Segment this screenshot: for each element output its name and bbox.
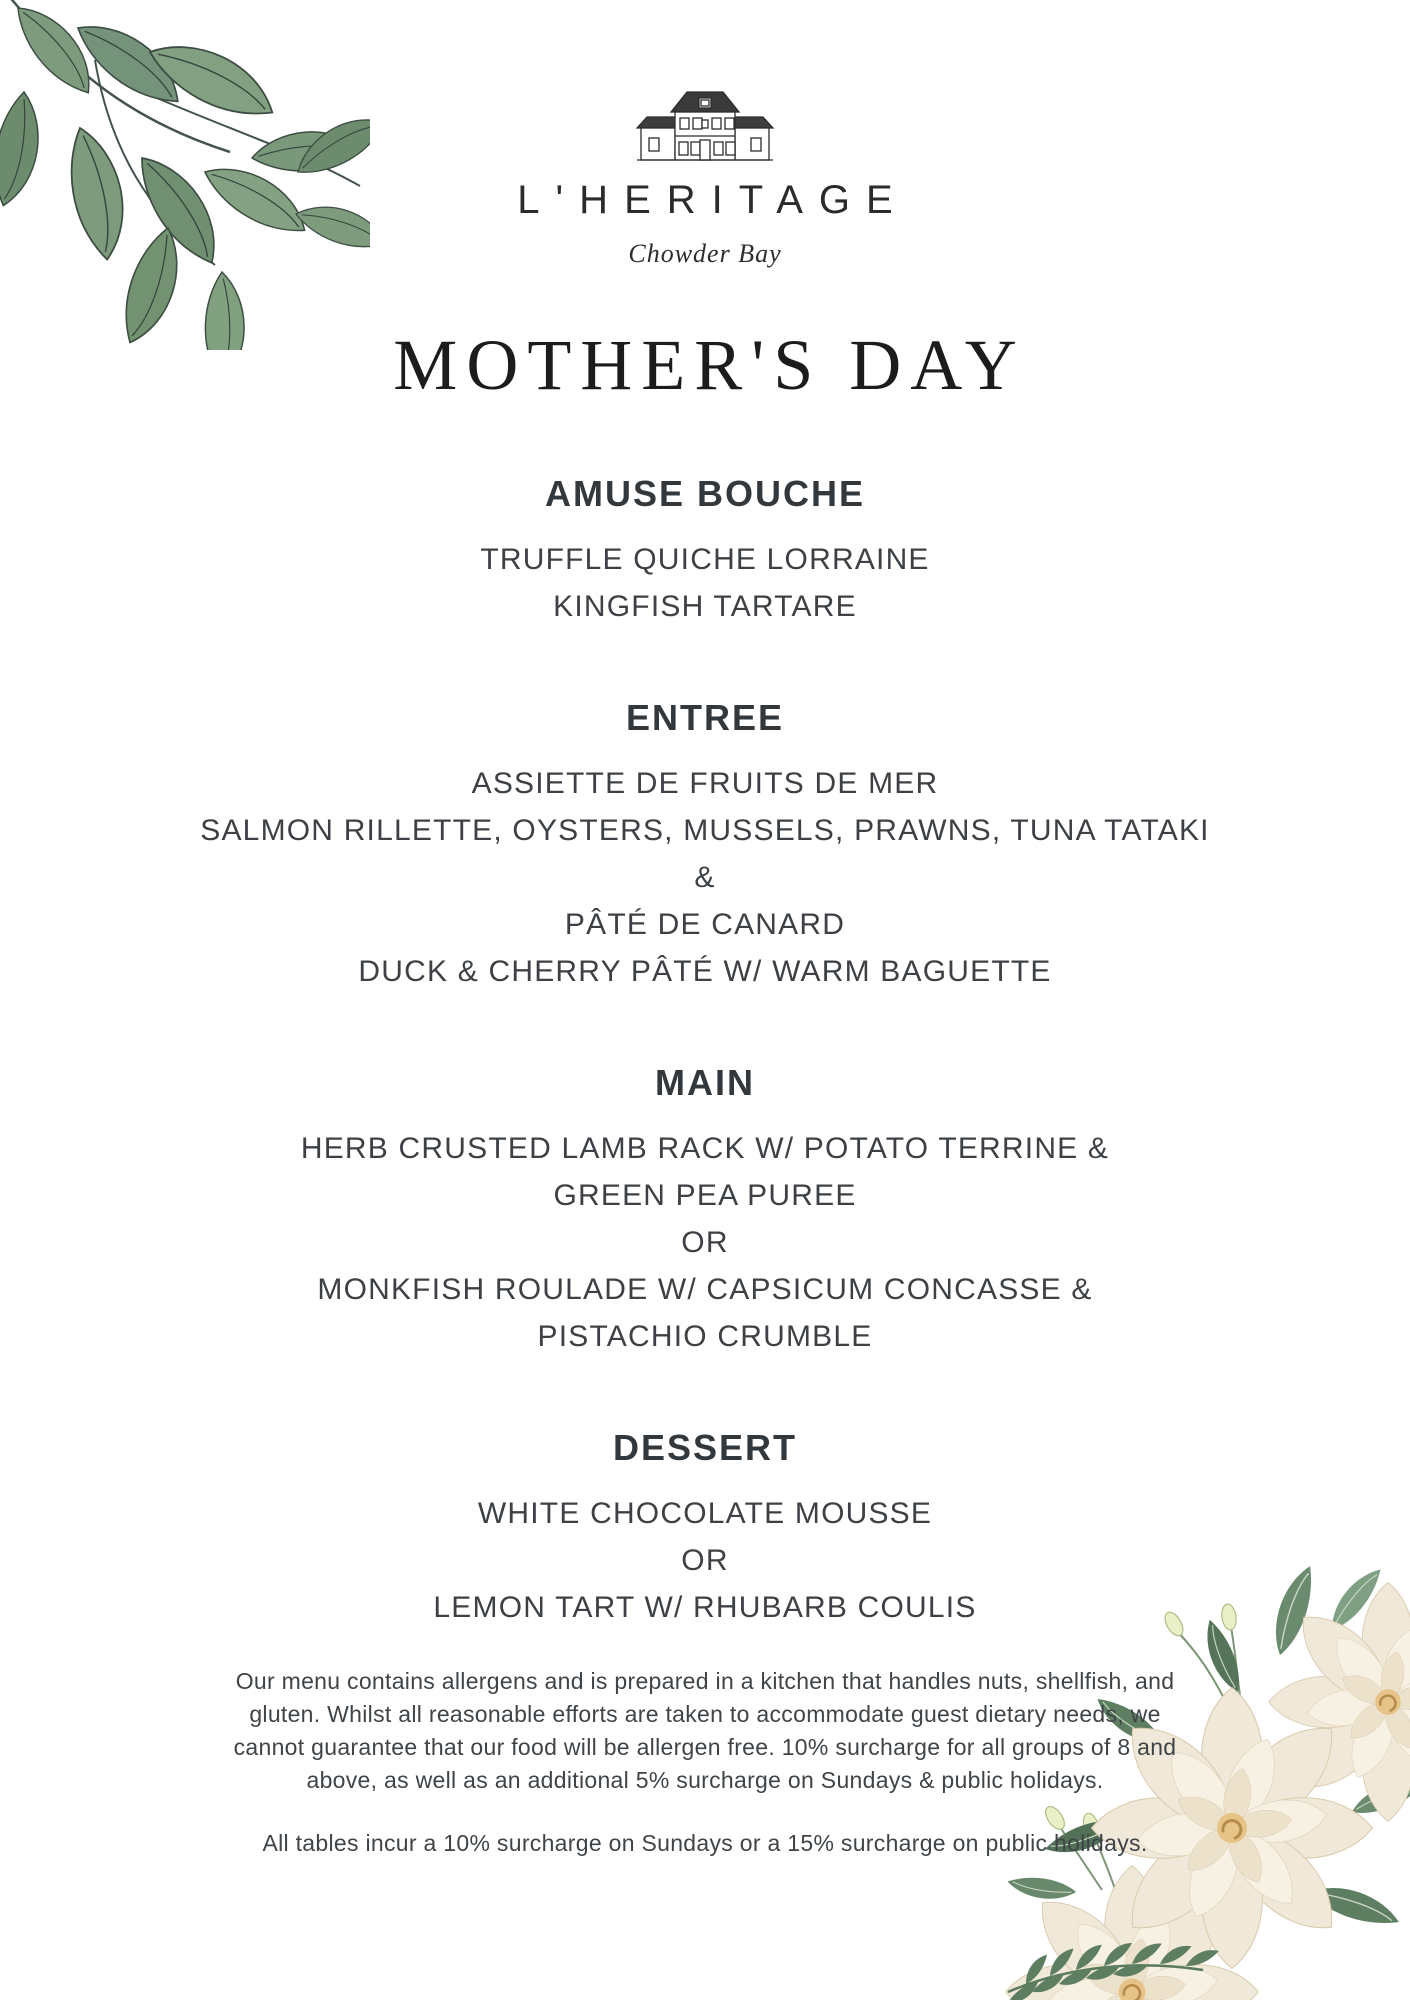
- menu-item-line: ASSIETTE DE FRUITS DE MER: [471, 766, 939, 800]
- menu-item-line: DUCK & CHERRY PÂTÉ W/ WARM BAGUETTE: [358, 954, 1052, 988]
- section-dessert: [0, 1426, 1410, 1631]
- house-icon: [635, 86, 775, 166]
- menu-title: MOTHER'S DAY: [393, 325, 1026, 405]
- menu-item-line: MONKFISH ROULADE W/ CAPSICUM CONCASSE &: [317, 1272, 1093, 1306]
- section-amuse-bouche: [0, 472, 1410, 630]
- section-heading: AMUSE BOUCHE: [544, 472, 865, 514]
- menu-item-separator: &: [694, 860, 716, 894]
- section-main: [0, 1061, 1410, 1360]
- menu-item-line: TRUFFLE QUICHE LORRAINE: [480, 542, 930, 576]
- allergen-note: Our menu contains allergens and is prepared in a kitchen that handles nuts, shellfish, and gluten. Whilst all reasonable efforts are taken to accommodate guest dietary needs, we cannot guarantee that our food will be allergen free. 10% surcharge for all groups of 8 and above, as well as an additional 5% surcharge on Sundays & public holidays.: [233, 1667, 1177, 1793]
- menu-item-line: KINGFISH TARTARE: [553, 589, 857, 623]
- menu-item-separator: OR: [681, 1225, 729, 1259]
- restaurant-name: L'HERITAGE: [517, 178, 909, 222]
- section-entree: [0, 696, 1410, 995]
- brand-header: [0, 86, 1410, 269]
- menu-item-line: PISTACHIO CRUMBLE: [537, 1319, 873, 1353]
- section-heading: DESSERT: [612, 1426, 798, 1468]
- menu-item-line: LEMON TART W/ RHUBARB COULIS: [433, 1590, 977, 1624]
- footer-notes: [0, 1665, 1410, 1860]
- menu-item-line: WHITE CHOCOLATE MOUSSE: [477, 1496, 933, 1530]
- menu-item-line: PÂTÉ DE CANARD: [564, 907, 846, 941]
- restaurant-location: Chowder Bay: [628, 239, 782, 268]
- section-heading: ENTREE: [625, 696, 785, 738]
- menu-item-separator: OR: [681, 1543, 729, 1577]
- menu-item-line: HERB CRUSTED LAMB RACK W/ POTATO TERRINE &: [300, 1131, 1110, 1165]
- menu-content: [0, 86, 1410, 1860]
- menu-item-line: GREEN PEA PUREE: [553, 1178, 857, 1212]
- menu-item-line: SALMON RILLETTE, OYSTERS, MUSSELS, PRAWNS, TUNA TATAKI: [200, 813, 1210, 847]
- surcharge-note: All tables incur a 10% surcharge on Sundays or a 15% surcharge on public holidays.: [262, 1829, 1148, 1856]
- section-heading: MAIN: [655, 1061, 755, 1103]
